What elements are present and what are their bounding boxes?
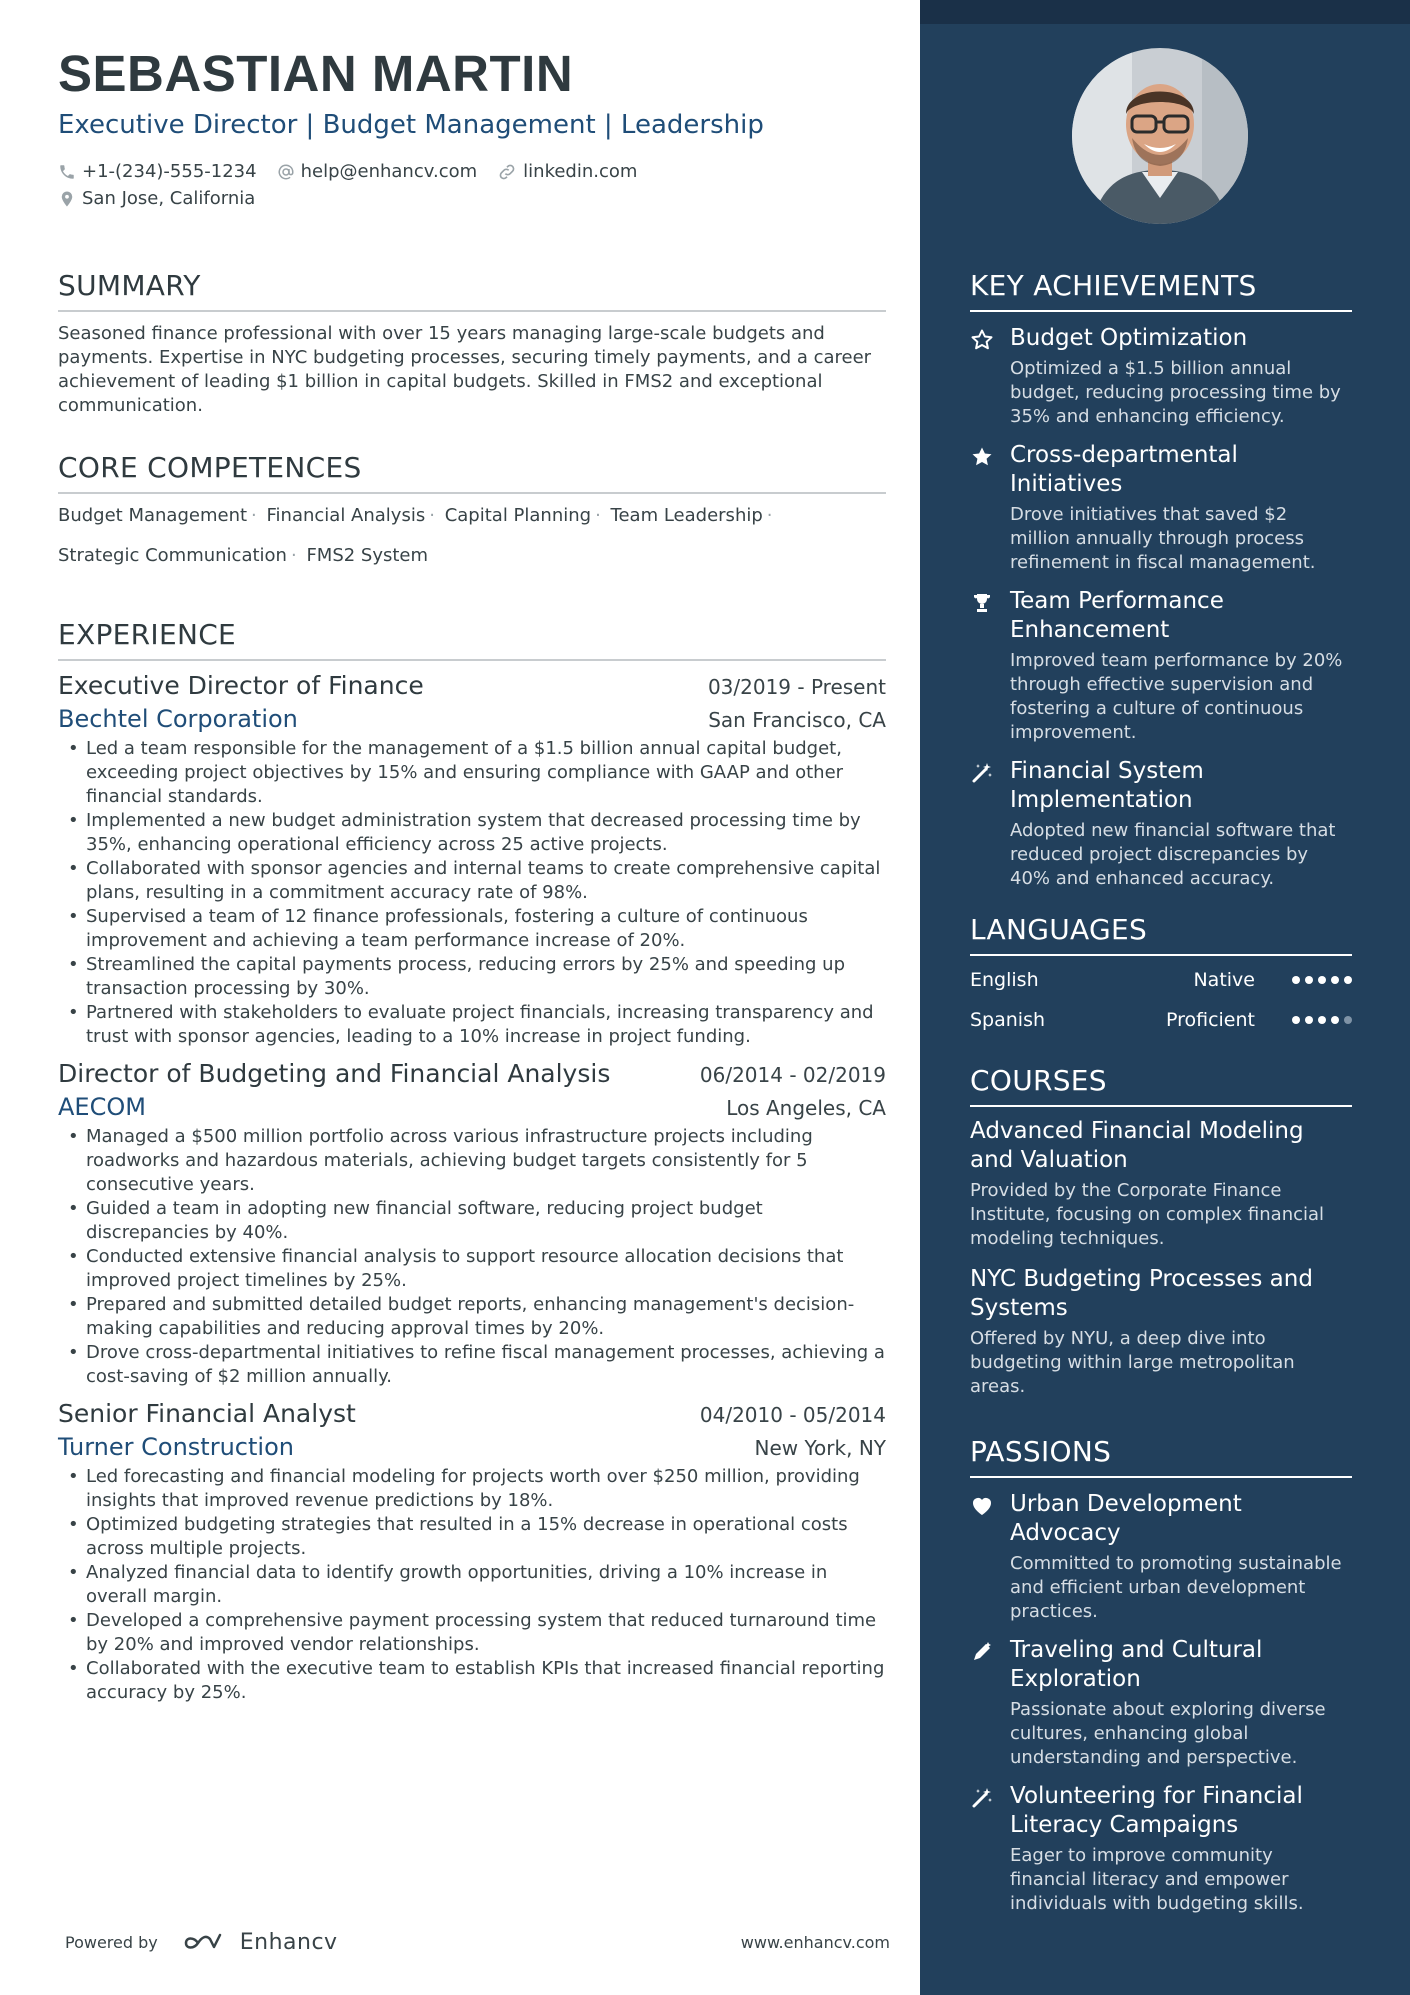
passion-title: Traveling and Cultural Exploration: [1010, 1637, 1263, 1692]
languages-section: [970, 912, 1352, 1040]
location-pin-icon: [58, 189, 76, 209]
location-text: San Jose, California: [82, 188, 256, 209]
avatar: [1072, 48, 1248, 224]
trophy-icon: [970, 591, 994, 615]
language-item: [970, 960, 1352, 1000]
magic-wand-icon: [970, 761, 994, 785]
achievement-desc: Adopted new financial software that reduced project discrepancies by 40% and enhanced accuracy.: [1010, 820, 1336, 889]
powered-by-label: Powered by: [65, 1933, 158, 1952]
achievement-title: Cross-departmental Initiatives: [1010, 442, 1238, 497]
courses-section: [970, 1063, 1352, 1399]
achievements-heading: KEY ACHIEVEMENTS: [970, 268, 1352, 312]
job-bullet: • Collaborated with the executive team to establish KPIs that increased financial reporting accuracy by 25%.: [58, 1657, 886, 1705]
competence-item: Team Leadership: [610, 505, 763, 526]
job-company: Turner Construction: [58, 1433, 294, 1461]
language-rating: [1287, 976, 1352, 984]
job-role: Executive Director of Finance: [58, 671, 424, 700]
courses-heading: COURSES: [970, 1063, 1352, 1107]
job-bullet: • Led forecasting and financial modeling for projects worth over $250 million, providing insights that improved revenue predictions by 18%.: [58, 1465, 886, 1513]
achievement-desc: Drove initiatives that saved $2 million annually through process refinement in fiscal management.: [1010, 504, 1316, 573]
summary-text: Seasoned finance professional with over 15 years managing large-scale budgets and payments. Expertise in NYC budgeting processes, securing timely payments, and a career achievement of leading $1 billion in capital budgets. Skilled in FMS2 and exceptional communication.: [58, 323, 872, 416]
passion-title: Urban Development Advocacy: [1010, 1491, 1242, 1546]
job-dates: 06/2014 - 02/2019: [699, 1063, 886, 1087]
competences-section: [58, 450, 886, 576]
location-contact: [58, 188, 255, 209]
summary-section: [58, 268, 886, 418]
phone-icon: [58, 163, 76, 181]
achievement-title: Financial System Implementation: [1010, 758, 1204, 813]
competence-item: Financial Analysis: [266, 505, 426, 526]
course-title: NYC Budgeting Processes and Systems: [970, 1266, 1313, 1321]
job-location: New York, NY: [754, 1436, 886, 1460]
footer-url[interactable]: www.enhancv.com: [740, 1933, 890, 1952]
achievements-section: [970, 268, 1352, 891]
language-level: Proficient: [1165, 1009, 1255, 1031]
passion-title: Volunteering for Financial Literacy Campaigns: [1010, 1783, 1303, 1838]
course-title: Advanced Financial Modeling and Valuation: [970, 1118, 1304, 1173]
language-name: Spanish: [970, 1009, 1046, 1031]
language-level: Native: [1193, 969, 1255, 991]
job-entry: [58, 669, 886, 1049]
course-item: [970, 1265, 1352, 1399]
passion-item: [970, 1636, 1352, 1770]
achievement-item: [970, 757, 1352, 891]
job-bullet: • Analyzed financial data to identify growth opportunities, driving a 10% increase in overall margin.: [58, 1561, 886, 1609]
passions-section: [970, 1434, 1352, 1916]
job-role: Senior Financial Analyst: [58, 1399, 356, 1428]
job-bullet: • Prepared and submitted detailed budget reports, enhancing management's decision-making capabilities and reducing approval times by 20%.: [58, 1293, 886, 1341]
job-bullet: • Guided a team in adopting new financial software, reducing project budget discrepancies by 40%.: [58, 1197, 886, 1245]
enhancv-logo-icon: [184, 1931, 232, 1955]
job-dates: 03/2019 - Present: [707, 675, 886, 699]
brand-name: Enhancv: [239, 1930, 338, 1955]
language-item: [970, 1000, 1352, 1040]
job-location: Los Angeles, CA: [726, 1096, 886, 1120]
job-bullets: [58, 1465, 886, 1705]
achievement-title: Team Performance Enhancement: [1010, 588, 1224, 643]
sidebar-top-bar: [920, 0, 1410, 24]
passion-desc: Passionate about exploring diverse cultures, enhancing global understanding and perspective.: [1010, 1699, 1326, 1768]
language-rating: [1287, 1016, 1352, 1024]
job-bullet: • Partnered with stakeholders to evaluate project financials, increasing transparency and trust with sponsor agencies, leading to a 10% increase in project funding.: [58, 1001, 886, 1049]
job-bullets: [58, 737, 886, 1049]
job-company: AECOM: [58, 1093, 146, 1121]
phone-text: +1-(234)-555-1234: [82, 161, 257, 182]
job-role: Director of Budgeting and Financial Analysis: [58, 1059, 611, 1088]
experience-section: [58, 617, 886, 1705]
job-bullet: • Implemented a new budget administration system that decreased processing time by 35%, enhancing operational efficiency across 25 active projects.: [58, 809, 886, 857]
contact-info: [58, 158, 920, 212]
at-icon: [277, 163, 295, 181]
passion-desc: Committed to promoting sustainable and efficient urban development practices.: [1010, 1553, 1342, 1622]
achievement-item: [970, 441, 1352, 575]
experience-heading: EXPERIENCE: [58, 617, 886, 661]
job-bullet: • Collaborated with sponsor agencies and internal teams to create comprehensive capital plans, resulting in a commitment accuracy rate of 98%.: [58, 857, 886, 905]
star-outline-icon: [970, 328, 994, 352]
pen-icon: [970, 1640, 994, 1664]
achievement-title: Budget Optimization: [1010, 325, 1248, 351]
job-entry: [58, 1397, 886, 1705]
email-contact[interactable]: [277, 161, 478, 182]
linkedin-text: linkedin.com: [523, 161, 638, 182]
job-bullet: • Conducted extensive financial analysis to support resource allocation decisions that improved project timelines by 25%.: [58, 1245, 886, 1293]
job-bullet: • Led a team responsible for the management of a $1.5 billion annual capital budget, exceeding project objectives by 15% and ensuring compliance with GAAP and other financial standards.: [58, 737, 886, 809]
star-filled-icon: [970, 445, 994, 469]
phone-contact[interactable]: [58, 161, 257, 182]
competence-item: FMS2 System: [306, 545, 429, 566]
job-bullet: • Developed a comprehensive payment processing system that reduced turnaround time by 20% and improved vendor relationships.: [58, 1609, 886, 1657]
job-company: Bechtel Corporation: [58, 705, 298, 733]
competences-heading: CORE COMPETENCES: [58, 450, 886, 494]
competence-item: Strategic Communication: [58, 545, 287, 566]
job-entry: [58, 1057, 886, 1389]
job-bullet: • Optimized budgeting strategies that resulted in a 15% decrease in operational costs across multiple projects.: [58, 1513, 886, 1561]
passion-item: [970, 1490, 1352, 1624]
job-dates: 04/2010 - 05/2014: [699, 1403, 886, 1427]
competence-item: Budget Management: [58, 505, 248, 526]
summary-heading: SUMMARY: [58, 268, 886, 312]
linkedin-contact[interactable]: [497, 161, 637, 182]
powered-by[interactable]: [65, 1930, 338, 1955]
sidebar: [920, 0, 1410, 1995]
candidate-title: Executive Director | Budget Management | Leadership: [58, 110, 764, 140]
link-icon: [497, 162, 517, 182]
magic-wand-icon: [970, 1786, 994, 1810]
achievement-item: [970, 324, 1352, 429]
email-text: help@enhancv.com: [300, 161, 478, 182]
job-bullet: • Drove cross-departmental initiatives to refine fiscal management processes, achieving a cost-saving of $2 million annually.: [58, 1341, 886, 1389]
heart-icon: [970, 1494, 994, 1518]
passion-item: [970, 1782, 1352, 1916]
achievement-desc: Optimized a $1.5 billion annual budget, reducing processing time by 35% and enhancing efficiency.: [1010, 358, 1341, 427]
job-bullets: [58, 1125, 886, 1389]
course-desc: Provided by the Corporate Finance Institute, focusing on complex financial modeling techniques.: [970, 1180, 1325, 1249]
job-bullet: • Managed a $500 million portfolio across various infrastructure projects including roadworks and hazardous materials, achieving budget targets consistently for 5 consecutive years.: [58, 1125, 886, 1197]
competences-list: Budget Management · Financial Analysis · Capital Planning · Team Leadership · Strategic Communication · FMS2 System: [58, 505, 773, 566]
job-bullet: • Streamlined the capital payments process, reducing errors by 25% and speeding up transaction processing by 30%.: [58, 953, 886, 1001]
candidate-name: SEBASTIAN MARTIN: [58, 45, 574, 102]
job-location: San Francisco, CA: [708, 708, 886, 732]
passion-desc: Eager to improve community financial literacy and empower individuals with budgeting skills.: [1010, 1845, 1304, 1914]
passions-heading: PASSIONS: [970, 1434, 1352, 1478]
footer: [65, 1930, 890, 1955]
language-name: English: [970, 969, 1039, 991]
achievement-item: [970, 587, 1352, 745]
languages-heading: LANGUAGES: [970, 912, 1352, 956]
course-item: [970, 1117, 1352, 1251]
job-bullet: • Supervised a team of 12 finance professionals, fostering a culture of continuous improvement and achieving a team performance increase of 20%.: [58, 905, 886, 953]
course-desc: Offered by NYU, a deep dive into budgeting within large metropolitan areas.: [970, 1328, 1295, 1397]
competence-item: Capital Planning: [444, 505, 592, 526]
achievement-desc: Improved team performance by 20% through effective supervision and fostering a culture of continuous improvement.: [1010, 650, 1343, 743]
